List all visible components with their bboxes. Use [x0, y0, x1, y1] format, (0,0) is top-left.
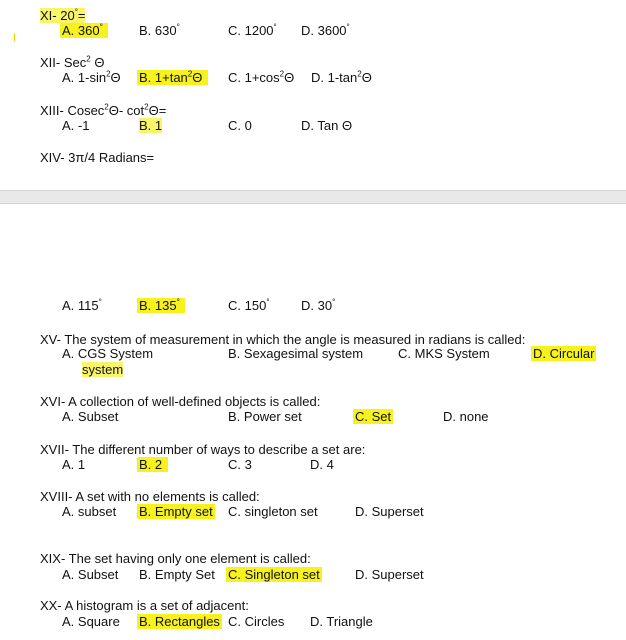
question-11-option-c: C. 1200°: [228, 22, 277, 38]
question-13-option-c: C. 0: [228, 118, 252, 133]
question-19-option-a: A. Subset: [62, 567, 119, 582]
question-18-option-a: A. subset: [62, 504, 117, 519]
question-13-option-a: A. -1: [62, 118, 90, 133]
question-12-option-b: B. $1+\tan^2\Theta$: [139, 70, 208, 85]
question-16-stem: XVI- A collection of well-defined objects is called:: [40, 394, 321, 409]
question-17-option-d: D. 4: [310, 457, 334, 472]
question-17-stem: XVII- The different number of ways to describe a set are:: [40, 442, 366, 457]
question-15-stem: XV- The system of measurement in which the angle is measured in radians is called:: [40, 332, 526, 347]
question-15-option-d: D. Circular: [533, 346, 595, 361]
question-15-option-b: B. Sexagesimal system: [228, 346, 364, 361]
question-13-stem: XIII- Cosec$^2$Θ- $\cot^2\Theta=$: [40, 102, 167, 118]
question-15-option-c: C. MKS System: [398, 346, 490, 361]
question-12-option-d: D. $1-\tan^2\Theta$: [311, 69, 372, 85]
question-20-option-b: B. Rectangles: [139, 614, 220, 629]
highlight-margin-mark: [14, 33, 15, 41]
question-19-option-b: B. Empty Set: [139, 567, 215, 582]
question-14-option-c: C. 150°: [228, 297, 270, 313]
question-11-option-b: B. 630°: [139, 22, 180, 38]
question-12-option-c: C. $1+\cos^2\Theta$: [228, 69, 295, 85]
question-16-option-a: A. Subset: [62, 409, 119, 424]
question-20-option-c: C. Circles: [228, 614, 285, 629]
question-15-option-a: A. CGS System: [62, 346, 154, 361]
question-20-stem: XX- A histogram is a set of adjacent:: [40, 598, 249, 613]
question-12-stem: XII- Sec$^2$ Θ: [40, 54, 105, 70]
question-18-option-c: C. singleton set: [228, 504, 318, 519]
question-11-option-a: A. 360°: [62, 23, 108, 38]
question-17-option-c: C. 3: [228, 457, 252, 472]
question-16-option-c: C. Set: [355, 409, 392, 424]
question-14-option-a: A. 115°: [62, 297, 102, 313]
question-18-option-b: B. Empty set: [139, 504, 213, 519]
question-14-option-d: D. 30°: [301, 297, 336, 313]
question-19-option-c: C. Singleton set: [228, 567, 320, 582]
question-16-option-d: D. none: [443, 409, 489, 424]
question-11-option-d: D. 3600°: [301, 22, 350, 38]
question-13-option-b: B. 1: [139, 118, 163, 133]
question-17-option-b: B. 2: [139, 457, 168, 472]
question-14-stem: XIV- 3π/4 Radians=: [40, 150, 155, 165]
question-18-option-d: D. Superset: [355, 504, 424, 519]
question-19-stem: XIX- The set having only one element is called:: [40, 551, 311, 566]
question-20-option-d: D. Triangle: [310, 614, 373, 629]
question-13-option-d: D. Tan Θ: [301, 118, 353, 133]
document-page-2: [0, 204, 626, 640]
question-18-stem: XVIII- A set with no elements is called:: [40, 489, 260, 504]
question-15-option-a-continued: system: [82, 362, 124, 377]
question-11-stem: XI- 20°=: [40, 7, 86, 23]
question-16-option-b: B. Power set: [228, 409, 302, 424]
page-separator: [0, 190, 626, 204]
document-page-1: [0, 0, 626, 190]
question-17-option-a: A. 1: [62, 457, 86, 472]
question-19-option-d: D. Superset: [355, 567, 424, 582]
question-12-option-a: A. $1-\sin^2\Theta$: [62, 69, 121, 85]
question-14-option-b: B. 135°: [139, 298, 185, 313]
question-20-option-a: A. Square: [62, 614, 120, 629]
